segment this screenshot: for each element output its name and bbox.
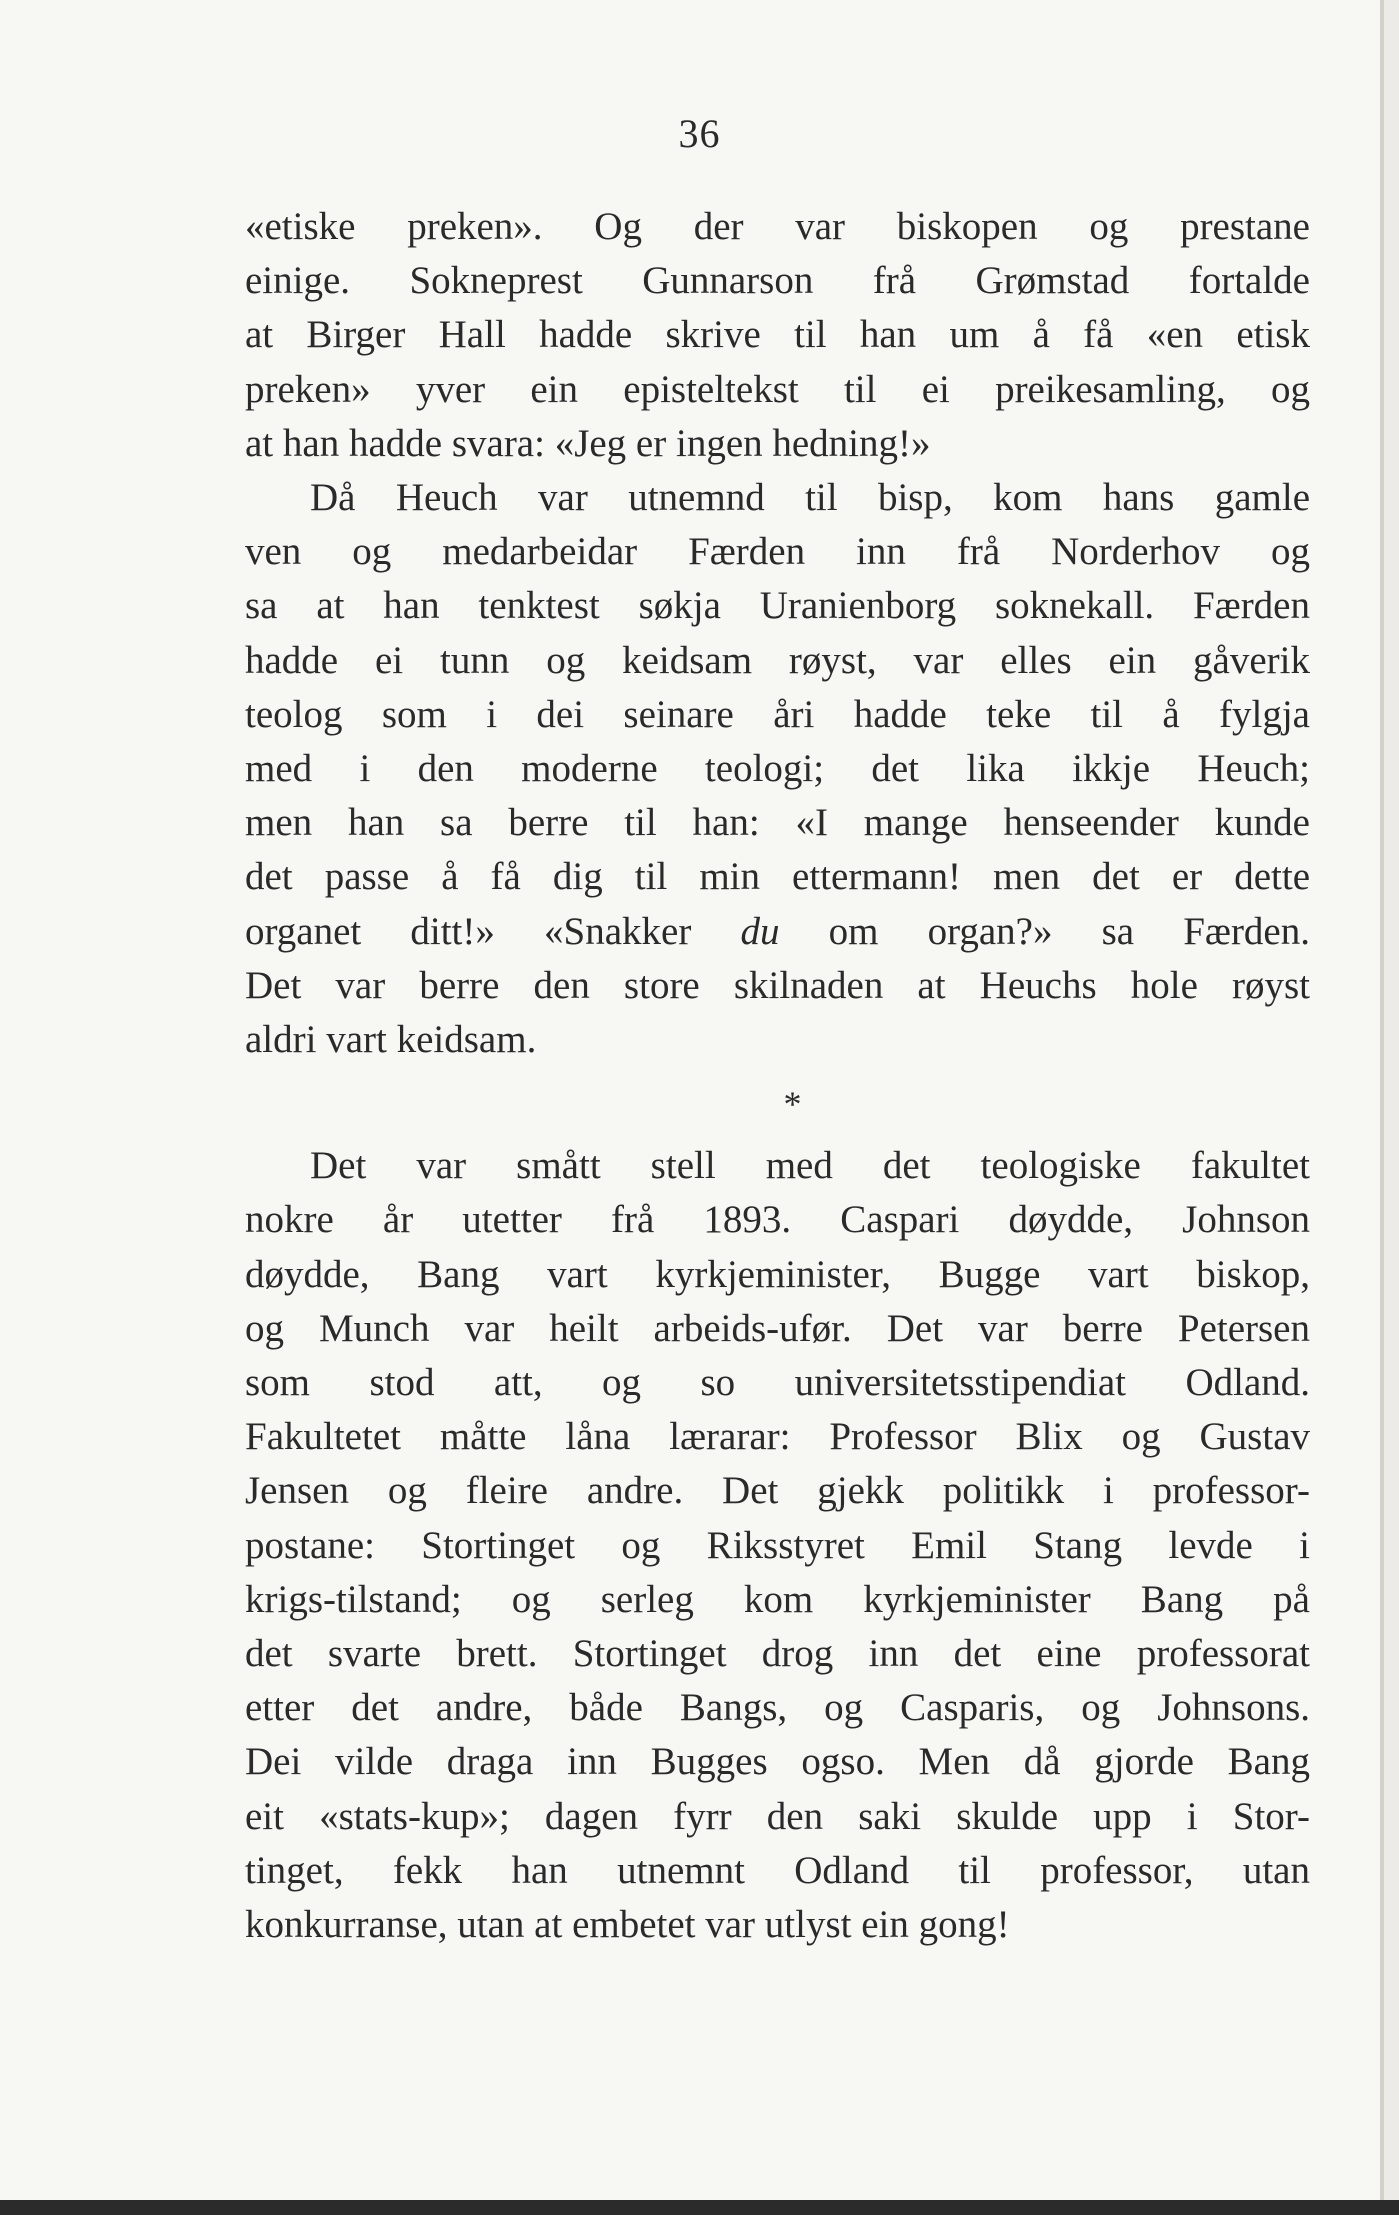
text-line: krigs-tilstand; og serleg kom kyrkjeminister Bang på <box>245 1577 1310 1621</box>
text-line: nokre år utetter frå 1893. Caspari døydde, Johnson <box>245 1198 1310 1242</box>
text-line: eit «stats-kup»; dagen fyrr den saki skulde upp i Stor- <box>245 1794 1310 1838</box>
text-line: einige. Sokneprest Gunnarson frå Grømstad fortalde <box>245 259 1310 303</box>
text-line: det passe å få dig til min ettermann! men det er dette <box>245 855 1310 899</box>
text-line: tinget, fekk han utnemnt Odland til professor, utan <box>245 1848 1310 1892</box>
text-line: døydde, Bang vart kyrkjeminister, Bugge vart biskop, <box>245 1252 1310 1296</box>
text-line: Det var smått stell med det teologiske fakultet <box>310 1144 1310 1188</box>
text-segment: om organ?» sa Færden. <box>779 909 1310 953</box>
text-line: etter det andre, både Bangs, og Casparis, og Johnsons. <box>245 1686 1310 1730</box>
paragraph <box>245 200 1310 471</box>
text-line: «etiske preken». Og der var biskopen og prestane <box>245 205 1310 248</box>
text-line: hadde ei tunn og keidsam røyst, var elles ein gåverik <box>245 638 1310 682</box>
section-separator-asterisk: * <box>783 1084 802 1125</box>
body-text <box>245 200 1310 1952</box>
text-line: men han sa berre til han: «I mange henseender kunde <box>245 801 1310 845</box>
text-line: det svarte brett. Stortinget drog inn det eine professorat <box>245 1632 1310 1676</box>
text-segment: organet ditt!» «Snakker <box>245 909 741 953</box>
text-line: Då Heuch var utnemnd til bisp, kom hans gamle <box>310 476 1310 520</box>
text-line: ven og medarbeidar Færden inn frå Norderhov og <box>245 530 1310 574</box>
text-line: at han hadde svara: «Jeg er ingen hedning!» <box>245 421 931 465</box>
text-line: som stod att, og so universitetsstipendiat Odland. <box>245 1361 1310 1405</box>
text-line: postane: Stortinget og Riksstyret Emil Stang levde i <box>245 1523 1310 1567</box>
page-bottom-edge <box>0 2200 1399 2215</box>
text-line: og Munch var heilt arbeids-ufør. Det var berre Petersen <box>245 1306 1310 1350</box>
text-line: konkurranse, utan at embetet var utlyst ein gong! <box>245 1903 1010 1947</box>
text-line: Det var berre den store skilnaden at Heuchs hole røyst <box>245 963 1310 1007</box>
text-line: sa at han tenktest søkja Uranienborg soknekall. Færden <box>245 584 1310 628</box>
page-number: 36 <box>678 111 721 156</box>
text-line: Dei vilde draga inn Bugges ogso. Men då gjorde Bang <box>245 1740 1310 1784</box>
text-line: Jensen og fleire andre. Det gjekk politikk i professor- <box>245 1469 1310 1513</box>
text-line: med i den moderne teologi; det lika ikkje Heuch; <box>245 747 1310 791</box>
text-line: Fakultetet måtte låna lærarar: Professor Blix og Gustav <box>245 1415 1310 1459</box>
text-line: aldri vart keidsam. <box>245 1018 537 1062</box>
text-line <box>245 905 1310 959</box>
paragraph <box>245 471 1310 1067</box>
italic-word: du <box>740 909 780 953</box>
text-line: preken» yver ein episteltekst til ei preikesamling, og <box>245 367 1310 411</box>
text-line: at Birger Hall hadde skrive til han um å få «en etisk <box>245 313 1310 357</box>
paragraph <box>245 1139 1310 1952</box>
text-line: teolog som i dei seinare åri hadde teke til å fylgja <box>245 692 1310 736</box>
